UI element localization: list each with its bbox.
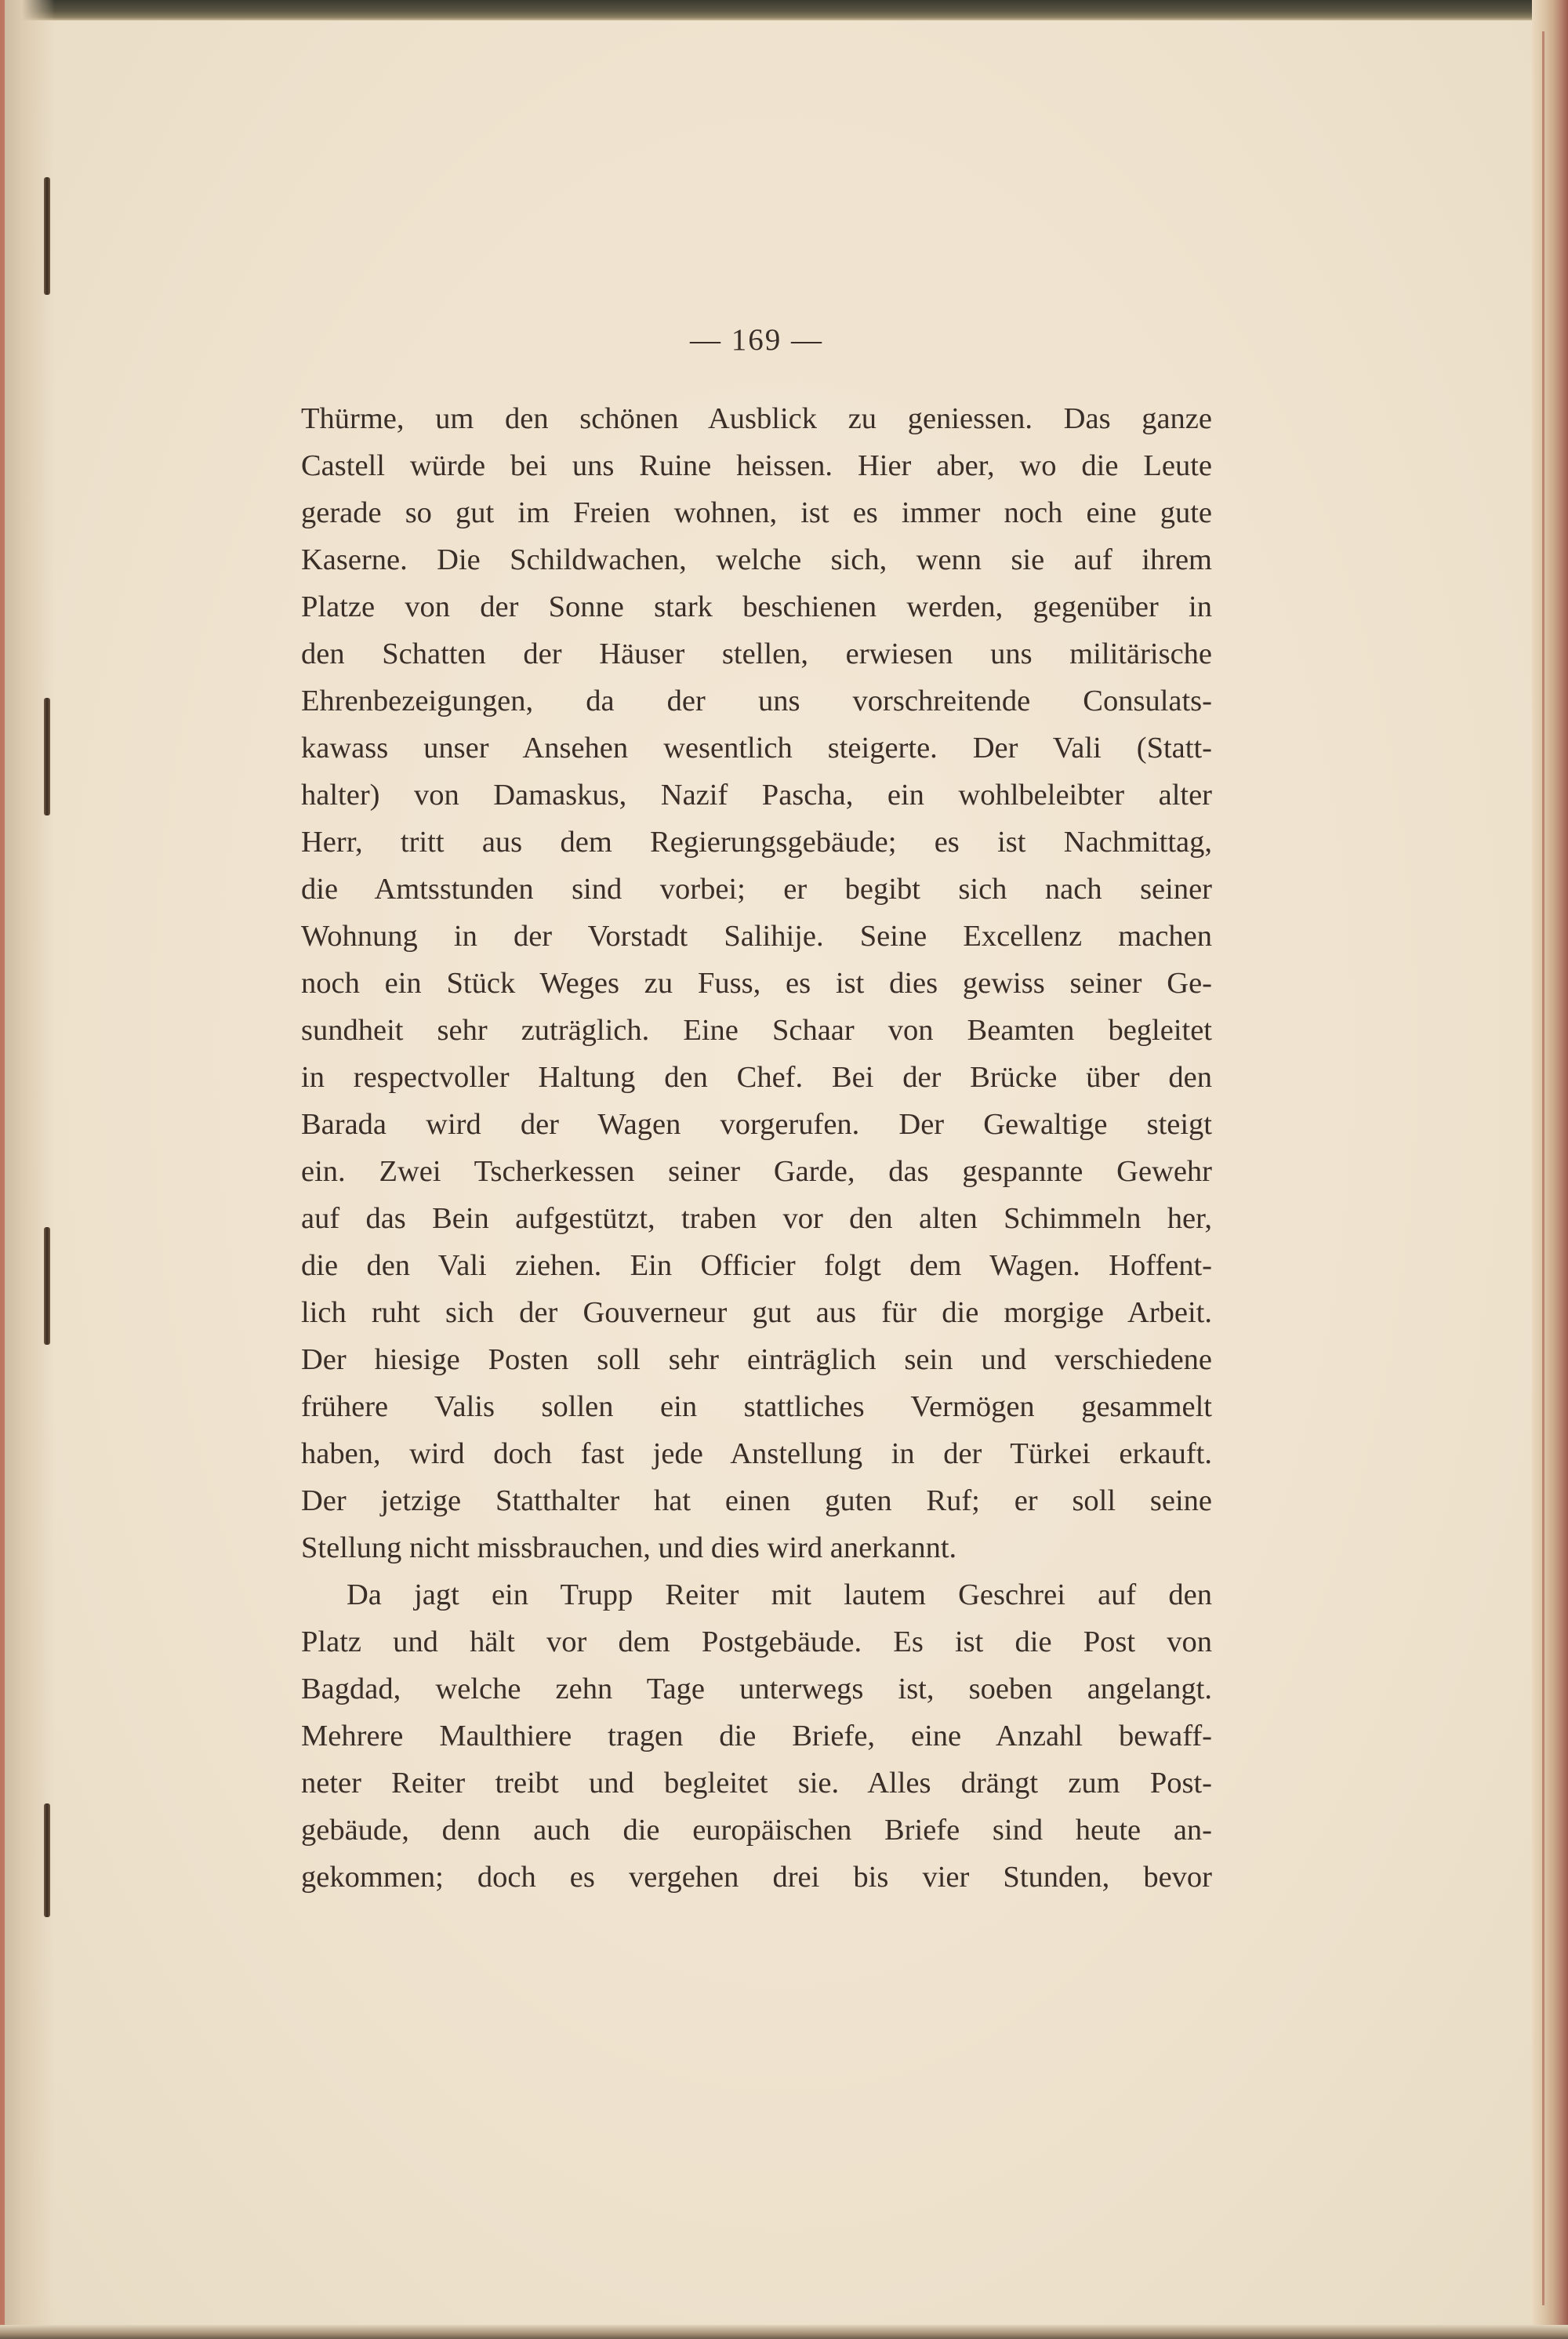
binding-stitch [44,698,50,815]
text-line: Castell würde bei uns Ruine heissen. Hier aber, wo die Leute [301,449,1212,482]
text-line: Der jetzige Statthalter hat einen guten Ruf; er soll seine [301,1484,1212,1517]
text-line: sundheit sehr zuträglich. Eine Schaar von Beamten begleitet [301,1014,1212,1047]
text-line: Stellung nicht missbrauchen, und dies wird anerkannt. [301,1531,957,1564]
text-line: in respectvoller Haltung den Chef. Bei der Brücke über den [301,1061,1212,1094]
text-line: frühere Valis sollen ein stattliches Vermögen gesammelt [301,1390,1212,1423]
text-line: Da jagt ein Trupp Reiter mit lautem Geschrei auf den [347,1578,1212,1611]
text-line: den Schatten der Häuser stellen, erwiesen uns militärische [301,637,1212,670]
text-line: Der hiesige Posten soll sehr einträglich sein und verschiedene [301,1343,1212,1376]
page-gutter [0,0,55,2339]
text-line: gebäude, denn auch die europäischen Briefe sind heute an- [301,1814,1212,1847]
text-line: lich ruht sich der Gouverneur gut aus für die morgige Arbeit. [301,1296,1212,1329]
binding-stitch [44,177,50,295]
text-line: kawass unser Ansehen wesentlich steigerte. Der Vali (Statt- [301,732,1212,765]
text-line: die den Vali ziehen. Ein Officier folgt dem Wagen. Hoffent- [301,1249,1212,1282]
text-line: gekommen; doch es vergehen drei bis vier Stunden, bevor [301,1861,1212,1894]
text-line: auf das Bein aufgestützt, traben vor den alten Schimmeln her, [301,1202,1212,1235]
text-line: halter) von Damaskus, Nazif Pascha, ein wohlbeleibter alter [301,779,1212,812]
text-line: haben, wird doch fast jede Anstellung in der Türkei erkauft. [301,1437,1212,1470]
text-line: Bagdad, welche zehn Tage unterwegs ist, soeben angelangt. [301,1673,1212,1705]
text-line: Thürme, um den schönen Ausblick zu geniessen. Das ganze [301,402,1212,435]
text-line: gerade so gut im Freien wohnen, ist es immer noch eine gute [301,496,1212,529]
binding-stitch [44,1803,50,1917]
text-line: Platze von der Sonne stark beschienen werden, gegenüber in [301,590,1212,623]
page-stack-edge [1532,0,1568,2339]
text-line: Herr, tritt aus dem Regierungsgebäude; es ist Nachmittag, [301,826,1212,859]
binding-stitch [44,1227,50,1345]
text-line: noch ein Stück Weges zu Fuss, es ist dies gewiss seiner Ge- [301,967,1212,1000]
binding-edge [0,0,5,2339]
text-line: ein. Zwei Tscherkessen seiner Garde, das gespannte Gewehr [301,1155,1212,1188]
text-line: Mehrere Maulthiere tragen die Briefe, eine Anzahl bewaff- [301,1720,1212,1752]
text-line: Kaserne. Die Schildwachen, welche sich, wenn sie auf ihrem [301,543,1212,576]
text-line: neter Reiter treibt und begleitet sie. Alles drängt zum Post- [301,1767,1212,1800]
text-line: Wohnung in der Vorstadt Salihije. Seine Excellenz machen [301,920,1212,953]
text-line: Barada wird der Wagen vorgerufen. Der Gewaltige steigt [301,1108,1212,1141]
page-edge-line [1542,31,1544,2305]
text-line: die Amtsstunden sind vorbei; er begibt sich nach seiner [301,873,1212,906]
page-number: — 169 — [690,323,823,357]
text-line: Platz und hält vor dem Postgebäude. Es ist die Post von [301,1625,1212,1658]
page-bottom-edge [0,2325,1568,2339]
book-cover-top-edge [0,0,1568,20]
text-line: Ehrenbezeigungen, da der uns vorschreitende Consulats- [301,685,1212,717]
